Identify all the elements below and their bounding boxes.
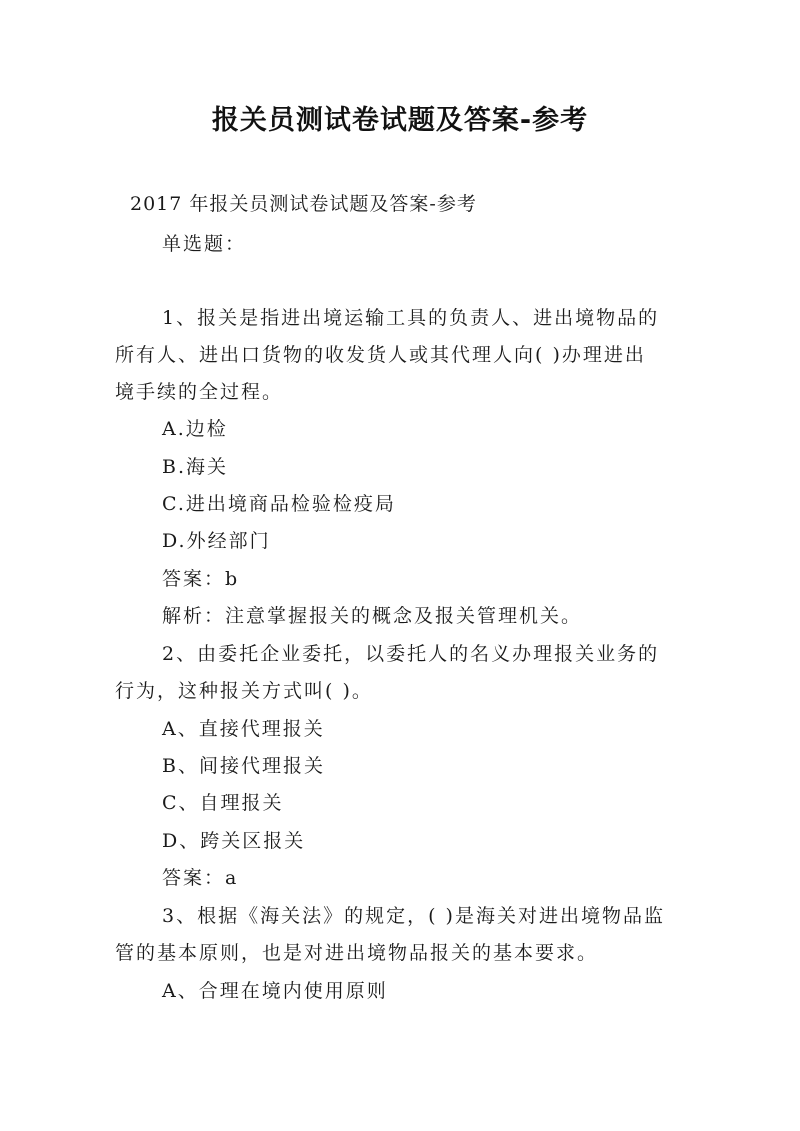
question-2-option-c: C、自理报关	[162, 792, 284, 814]
question-2-option-d: D、跨关区报关	[162, 830, 306, 852]
question-2-answer: 答案：a	[162, 867, 239, 889]
question-2-line-1: 2、由委托企业委托，以委托人的名义办理报关业务的	[162, 643, 660, 665]
question-1-option-d: D.外经部门	[162, 530, 271, 552]
question-1-option-a: A.边检	[162, 418, 228, 440]
question-1-answer: 答案：b	[162, 568, 240, 590]
section-heading: 单选题：	[162, 233, 247, 255]
question-1-option-c: C.进出境商品检验检疫局	[162, 493, 396, 515]
question-2-line-2: 行为，这种报关方式叫( )。	[115, 680, 373, 702]
question-3-line-2: 管的基本原则，也是对进出境物品报关的基本要求。	[115, 942, 599, 964]
document-title: 报关员测试卷试题及答案-参考	[211, 105, 589, 136]
question-1-line-2: 所有人、进出口货物的收发货人或其代理人向( )办理进出	[115, 344, 646, 366]
question-3-line-1: 3、根据《海关法》的规定，( )是海关对进出境物品监	[162, 905, 665, 927]
document-subtitle: 2017 年报关员测试卷试题及答案-参考	[130, 193, 477, 215]
question-3-option-a: A、合理在境内使用原则	[162, 980, 388, 1002]
question-1-line-1: 1、报关是指进出境运输工具的负责人、进出境物品的	[162, 307, 660, 329]
question-2-option-a: A、直接代理报关	[162, 718, 325, 740]
question-2-option-b: B、间接代理报关	[162, 755, 325, 777]
question-1-line-3: 境手续的全过程。	[115, 381, 284, 403]
question-1-analysis: 解析：注意掌握报关的概念及报关管理机关。	[162, 605, 583, 627]
question-1-option-b: B.海关	[162, 456, 229, 478]
